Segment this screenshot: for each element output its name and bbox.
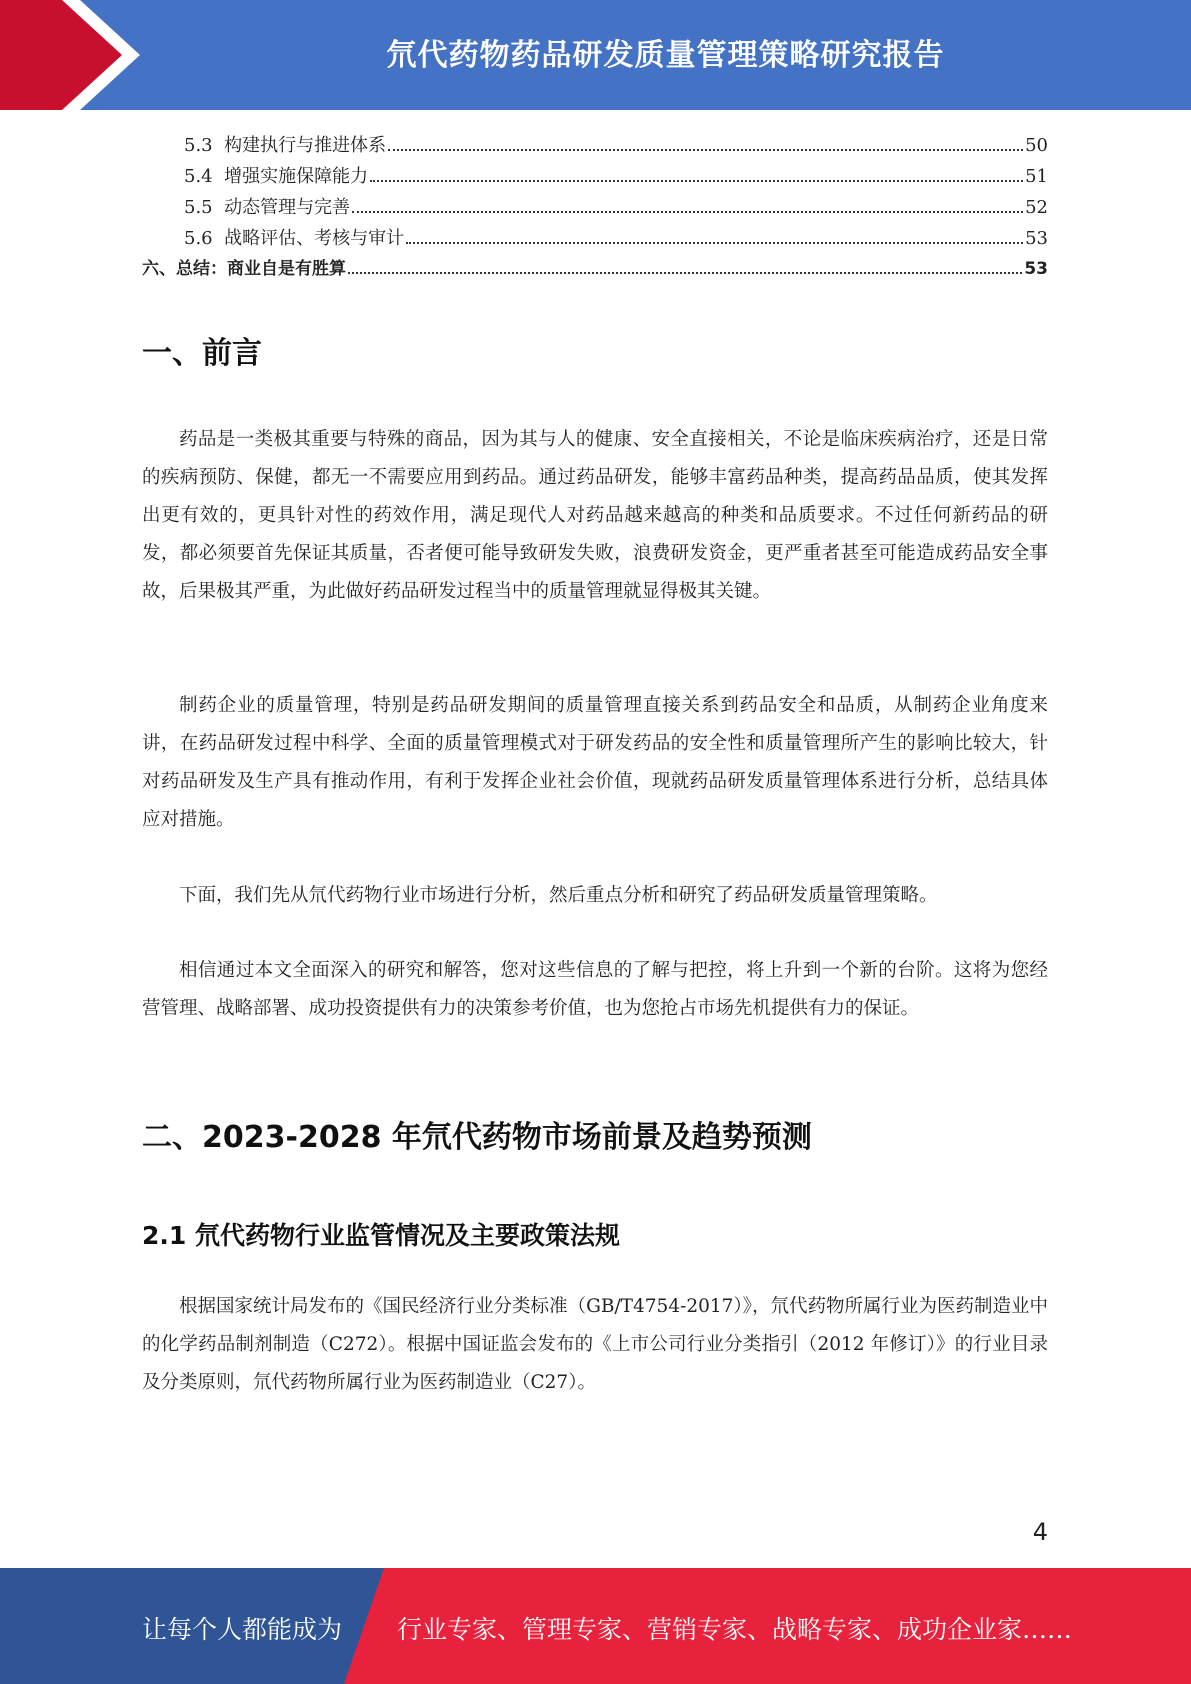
preface-paragraph-1: 药品是一类极其重要与特殊的商品，因为其与人的健康、安全直接相关，不论是临床疾病治疗，还是日常的疾病预防、保健，都无一不需要应用到药品。通过药品研发，能够丰富药品种类，提高药品品质，使其发挥出更有效的，更具针对性的药效作用，满足现代人对药品越来越高的种类和品质要求。不过任何新药品的研发，都必须要首先保证其质量，否者便可能导致研发失败，浪费研发资金，更严重者甚至可能造成药品安全事故，后果极其严重，为此做好药品研发过程当中的质量管理就显得极其关键。 — [142, 429, 1048, 602]
section-heading-preface: 一、前言 — [142, 336, 262, 371]
toc-entry-page: 53 — [1024, 259, 1048, 279]
preface-paragraph-4: 相信通过本文全面深入的研究和解答，您对这些信息的了解与把控，将上升到一个新的台阶。这将为您经营管理、战略部署、成功投资提供有力的决策参考价值，也为您抢占市场先机提供有力的保证。 — [142, 960, 1048, 1019]
toc-entry-6[interactable] — [142, 254, 1048, 285]
toc-entry-5-4[interactable] — [142, 161, 1048, 192]
toc-leader-dots — [388, 149, 1023, 151]
report-title: 氘代药物药品研发质量管理策略研究报告 — [386, 38, 945, 73]
page-header — [0, 0, 1191, 110]
header-arrow-decoration — [0, 0, 160, 110]
toc-entry-label: 5.6 战略评估、考核与审计 — [184, 228, 405, 249]
toc-entry-5-3[interactable] — [142, 130, 1048, 161]
toc-entry-label: 5.3 构建执行与推进体系 — [184, 135, 387, 156]
toc-leader-dots — [370, 180, 1023, 182]
toc-leader-dots — [352, 211, 1023, 213]
subsection-heading-regulation: 2.1 氘代药物行业监管情况及主要政策法规 — [142, 1221, 620, 1250]
toc-entry-page: 50 — [1025, 135, 1048, 156]
toc-entry-label: 六、总结：商业自是有胜算 — [142, 259, 346, 279]
toc-entry-page: 53 — [1025, 228, 1048, 249]
table-of-contents — [142, 130, 1048, 285]
toc-entry-5-6[interactable] — [142, 223, 1048, 254]
toc-entry-label: 5.5 动态管理与完善 — [184, 197, 351, 218]
toc-leader-dots — [406, 242, 1023, 244]
page-number: 4 — [1032, 1518, 1048, 1546]
toc-entry-page: 51 — [1025, 166, 1048, 187]
preface-paragraph-2: 制药企业的质量管理，特别是药品研发期间的质量管理直接关系到药品安全和品质，从制药企业角度来讲，在药品研发过程中科学、全面的质量管理模式对于研发药品的安全性和质量管理所产生的影响比较大，针对药品研发及生产具有推动作用，有利于发挥企业社会价值，现就药品研发质量管理体系进行分析，总结具体应对措施。 — [142, 695, 1048, 830]
page-footer — [0, 1568, 1191, 1684]
toc-entry-5-5[interactable] — [142, 192, 1048, 223]
section-heading-market-outlook: 二、2023-2028 年氘代药物市场前景及趋势预测 — [142, 1120, 812, 1155]
footer-slogan-left: 让每个人都能成为 — [142, 1615, 343, 1644]
toc-entry-label: 5.4 增强实施保障能力 — [184, 166, 369, 187]
footer-slogan-right: 行业专家、管理专家、营销专家、战略专家、成功企业家…… — [397, 1615, 1073, 1644]
preface-paragraph-3: 下面，我们先从氘代药物行业市场进行分析，然后重点分析和研究了药品研发质量管理策略。 — [179, 885, 938, 906]
toc-entry-page: 52 — [1025, 197, 1048, 218]
toc-leader-dots — [348, 272, 1022, 274]
regulation-paragraph: 根据国家统计局发布的《国民经济行业分类标准（GB/T4754-2017）》，氘代药物所属行业为医药制造业中的化学药品制剂制造（C272）。根据中国证监会发布的《上市公司行业分类指引（2012 年修订）》的行业目录及分类原则，氘代药物所属行业为医药制造业（C27）。 — [142, 1296, 1048, 1393]
